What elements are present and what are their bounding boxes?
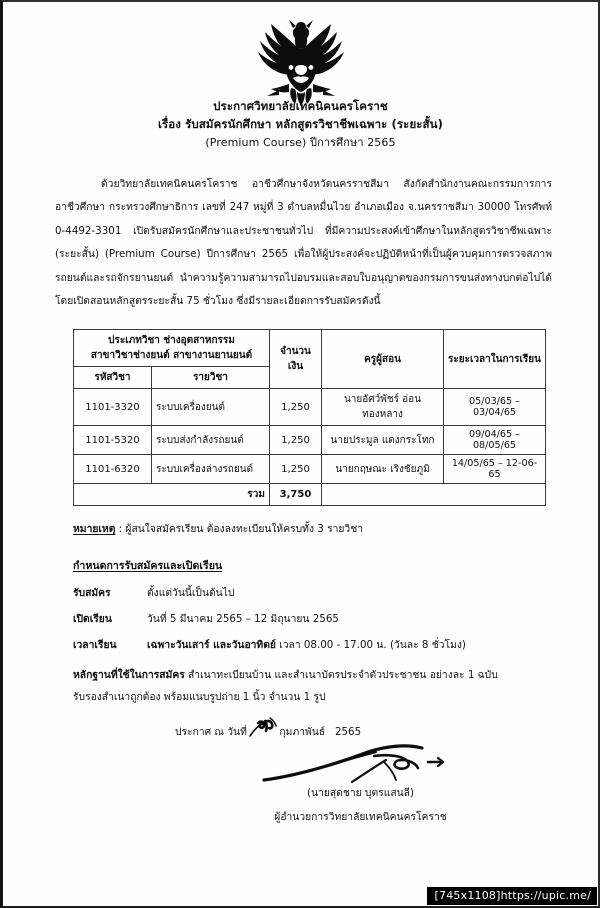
documents-label: หลักฐานที่ใช้ในการสมัคร: [73, 669, 185, 682]
cell-period: 14/05/65 – 12-06-65: [444, 455, 546, 484]
table-total-row: [74, 484, 546, 506]
schedule-section-heading: กำหนดการรับสมัครและเปิดเรียน: [73, 560, 223, 573]
table-header-code: รหัสวิชา: [74, 367, 152, 389]
announcement-date-line: [3, 723, 598, 740]
documents-line-1: [73, 665, 546, 687]
cell-code: 1101-5320: [74, 426, 152, 455]
table-header-group-category: [74, 330, 270, 367]
heading-line-3: (Premium Course) ปีการศึกษา 2565: [205, 135, 396, 149]
announce-month: กุมภาพันธ์: [279, 725, 326, 738]
schedule-row-application: [73, 584, 598, 601]
group-header-line-1: ประเภทวิชา ช่างอุตสาหกรรม: [108, 335, 235, 347]
emblem-container: [3, 2, 598, 98]
table-header-teacher: ครูผู้สอน: [322, 330, 444, 389]
schedule-label: เวลาเรียน: [73, 639, 117, 652]
cell-teacher: นายกฤษณะ เริงชัยภูมิ: [322, 455, 444, 484]
table-header-fee: [270, 330, 322, 389]
signature-block: [3, 742, 598, 825]
handwritten-day-icon: [250, 723, 276, 735]
watermark-banner: [427, 887, 597, 905]
schedule-label: รับสมัคร: [73, 587, 111, 600]
table-row: [74, 455, 546, 484]
schedule-label: เปิดเรียน: [73, 613, 112, 626]
cell-subject: ระบบส่งกำลังรถยนต์: [152, 426, 270, 455]
signature-title: ผู้อำนวยการวิทยาลัยเทคนิคนครโคราช: [274, 810, 447, 823]
cell-fee: 1,250: [270, 426, 322, 455]
cell-fee: 1,250: [270, 389, 322, 426]
course-table-container: [3, 329, 598, 506]
heading-line-1: ประกาศวิทยาลัยเทคนิคนครโคราช: [213, 99, 388, 113]
schedule-value-text: วันที่ 5 มีนาคม 2565 – 12 มิถุนายน 2565: [147, 613, 339, 626]
schedule-value-text: ตั้งแต่วันนี้เป็นต้นไป: [147, 587, 235, 600]
note-row: [3, 520, 598, 537]
documents-line-2: รับรองสำเนาถูกต้อง พร้อมแนบรูปถ่าย 1 นิ้ว จำนวน 1 รูป: [73, 691, 326, 704]
fee-header-line-1: จำนวน: [280, 346, 311, 358]
body-paragraph: ด้วยวิทยาลัยเทคนิคนครโคราช อาชีวศึกษาจังหวัดนครราชสีมา สังกัดสำนักงานคณะกรรมการการอาชีวศึกษา กระทรวงศึกษาธิการ เลขที่ 247 หมู่ที่ 3 ตำบลหมื่นไวย อำเภอเมือง จ.นครราชสีมา 30000 โทรศัพท์ 0-4492-3301 เปิดรับสมัครนักศึกษาและประชาชนทั่วไป ที่มีความประสงค์เข้าศึกษาในหลักสูตรวิชาชีพเฉพาะ (ระยะสั้น) (Premium Course) ปีการศึกษา 2565 เพื่อให้ผู้ประสงค์จะปฏิบัติหน้าที่เป็นผู้ควบคุมการตรวจสภาพรถยนต์และรถจักรยานยนต์ นำความรู้ความสามารถไปอบรมและสอบใบอนุญาตของกรมการขนส่งทางบกต่อไปได้ โดยเปิดสอนหลักสูตรระยะสั้น 75 ชั่วโมง ซึ่งมีรายละเอียดการรับสมัครดังนี้: [55, 177, 552, 308]
garuda-emblem-icon: [249, 16, 353, 108]
cell-teacher: นายประมูล แดงกระโทก: [322, 426, 444, 455]
watermark-dimensions: [745x1108]: [434, 889, 501, 902]
fee-header-line-2: เงิน: [287, 361, 304, 373]
documents-text-1: สำเนาทะเบียนบ้าน และสำเนาบัตรประจำตัวประชาชน อย่างละ 1 ฉบับ: [184, 669, 498, 682]
cell-fee: 1,250: [270, 455, 322, 484]
cell-code: 1101-3320: [74, 389, 152, 426]
course-table: [73, 329, 546, 506]
note-text: ผู้สนใจสมัครเรียน ต้องลงทะเบียนให้ครบทั้ง 3 รายวิชา: [125, 523, 363, 536]
note-label: หมายเหตุ: [73, 523, 116, 536]
table-header-subject: รายวิชา: [152, 367, 270, 389]
watermark-url: https://upic.me/: [500, 889, 591, 902]
body-paragraph-block: [55, 173, 552, 314]
total-value: 3,750: [270, 484, 322, 506]
schedule-list: [3, 584, 598, 653]
cell-subject: ระบบเครื่องยนต์: [152, 389, 270, 426]
group-header-line-2: สาขาวิชาช่างยนต์ สาขางานยานยนต์: [90, 350, 253, 362]
signature-scribble-icon: [123, 742, 598, 786]
table-header-group-row: [74, 330, 546, 367]
table-row: [74, 389, 546, 426]
total-label: รวม: [74, 484, 270, 506]
schedule-value: [147, 610, 598, 627]
signature-name: (นายสุดชาย บุตรแสนลี): [307, 786, 414, 799]
announce-prefix: ประกาศ ณ วันที่: [175, 725, 247, 738]
total-blank-cell: [322, 484, 546, 506]
document-heading: [3, 98, 598, 151]
schedule-value: [147, 584, 598, 601]
cell-subject: ระบบเครื่องล่างรถยนต์: [152, 455, 270, 484]
announce-year: 2565: [334, 725, 362, 738]
note-separator: :: [115, 523, 126, 536]
cell-period: 09/04/65 – 08/05/65: [444, 426, 546, 455]
schedule-value-bold: เฉพาะวันเสาร์ และวันอาทิตย์: [147, 639, 276, 652]
schedule-row-class-time: [73, 636, 598, 653]
table-header-period: ระยะเวลาในการเรียน: [444, 330, 546, 389]
schedule-value-tail: เวลา 08.00 - 17.00 น. (วันละ 8 ชั่วโมง): [275, 639, 466, 652]
required-documents-block: [3, 665, 598, 708]
table-row: [74, 426, 546, 455]
cell-teacher: นายอัศว์พัชร์ อ่อนทองหลาง: [322, 389, 444, 426]
cell-period: 05/03/65 – 03/04/65: [444, 389, 546, 426]
schedule-value: [147, 636, 598, 653]
schedule-row-class-start: [73, 610, 598, 627]
heading-line-2: เรื่อง รับสมัครนักศึกษา หลักสูตรวิชาชีพเฉพาะ (ระยะสั้น): [157, 116, 443, 131]
cell-code: 1101-6320: [74, 455, 152, 484]
